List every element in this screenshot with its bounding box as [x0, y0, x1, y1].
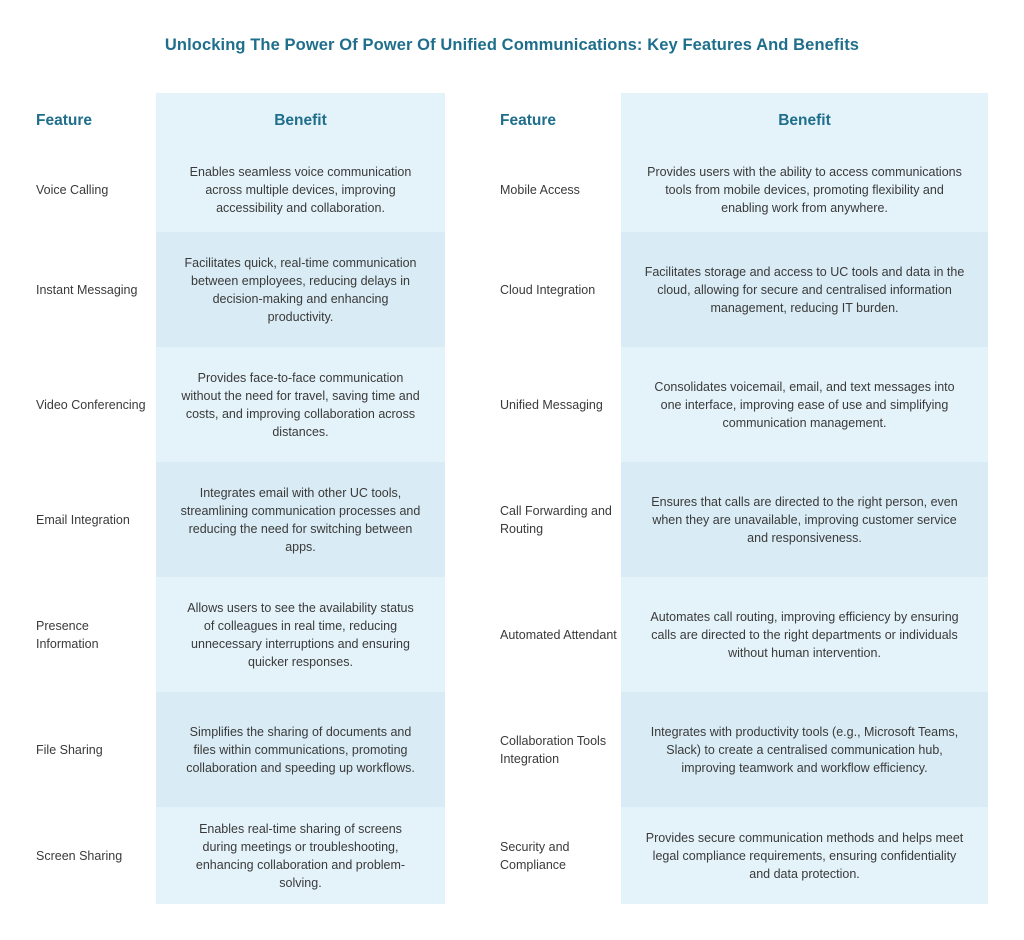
benefit-text: Provides users with the ability to access communications tools from mobile devices, promoting flexibility and enabling work from anywhere.: [647, 165, 962, 215]
benefit-cell: [156, 232, 445, 347]
benefit-cell: [621, 148, 988, 232]
table-row: [0, 807, 445, 904]
table-row: [464, 577, 988, 692]
table-row: [0, 577, 445, 692]
benefit-text: Integrates email with other UC tools, streamlining communication processes and reducing the need for switching between apps.: [180, 485, 421, 554]
benefit-text: Simplifies the sharing of documents and files within communications, promoting collaboration and speeding up workflows.: [186, 724, 415, 775]
benefit-cell: [621, 692, 988, 807]
feature-cell: Security and Compliance: [500, 839, 570, 872]
feature-cell: Voice Calling: [36, 183, 109, 197]
feature-cell: Collaboration Tools Integration: [500, 733, 607, 766]
feature-cell: Call Forwarding and Routing: [500, 503, 612, 536]
feature-column-header: Feature: [500, 111, 556, 129]
benefit-text: Facilitates storage and access to UC tools and data in the cloud, allowing for secure and centralised information management, reducing IT burden.: [644, 264, 965, 315]
table-row: [0, 347, 445, 462]
benefit-cell: [156, 462, 445, 577]
benefit-text: Provides face-to-face communication without the need for travel, saving time and costs, and improving collaboration across distances.: [181, 370, 420, 439]
benefit-cell: [156, 347, 445, 462]
benefit-text: Facilitates quick, real-time communication between employees, reducing delays in decision-making and enhancing productivity.: [184, 255, 417, 324]
table-row: [0, 148, 445, 232]
benefit-cell: [621, 347, 988, 462]
benefit-text: Provides secure communication methods and helps meet legal compliance requirements, ensuring confidentiality and data protection.: [645, 830, 964, 881]
benefit-cell: [156, 148, 445, 232]
feature-cell: Screen Sharing: [36, 848, 123, 863]
benefit-cell: [621, 462, 988, 577]
benefit-cell: [156, 692, 445, 807]
feature-cell: Video Conferencing: [36, 397, 146, 412]
benefit-text: Automates call routing, improving efficiency by ensuring calls are directed to the right departments or individuals without human intervention.: [650, 609, 959, 660]
feature-cell: File Sharing: [36, 742, 103, 757]
feature-cell: Unified Messaging: [500, 397, 603, 412]
feature-cell: Instant Messaging: [36, 282, 138, 297]
benefit-cell: [156, 807, 445, 904]
benefit-text: Integrates with productivity tools (e.g., Microsoft Teams, Slack) to create a centralised communication hub, improving teamwork and workflow efficiency.: [650, 724, 959, 775]
feature-cell: Mobile Access: [500, 183, 580, 197]
table-row: [0, 692, 445, 807]
benefit-cell: [156, 577, 445, 692]
feature-cell: Presence Information: [36, 618, 99, 651]
table-header-row: [464, 93, 988, 148]
table-row: [464, 347, 988, 462]
table-header-row: [0, 93, 445, 148]
benefit-text: Enables seamless voice communication across multiple devices, improving accessibility and collaboration.: [189, 165, 412, 215]
feature-cell: Automated Attendant: [500, 627, 617, 642]
table-row: [464, 232, 988, 347]
table-row: [464, 807, 988, 904]
table-row: [464, 692, 988, 807]
feature-cell: Cloud Integration: [500, 282, 596, 297]
feature-column-header: Feature: [36, 111, 92, 129]
benefit-text: Enables real-time sharing of screens during meetings or troubleshooting, enhancing collaboration and problem-solving.: [195, 821, 406, 890]
benefit-cell: [621, 577, 988, 692]
table-row: [0, 232, 445, 347]
benefit-text: Consolidates voicemail, email, and text messages into one interface, improving ease of use and simplifying communication management.: [654, 379, 955, 430]
benefit-column-header: Benefit: [274, 111, 327, 129]
table-row: [464, 148, 988, 232]
benefit-text: Ensures that calls are directed to the right person, even when they are unavailable, improving customer service and responsiveness.: [651, 494, 958, 545]
table-row: [0, 462, 445, 577]
benefit-column-header: Benefit: [778, 111, 831, 129]
benefit-cell: [621, 232, 988, 347]
feature-cell: Email Integration: [36, 512, 130, 527]
page-title: Unlocking The Power Of Power Of Unified Communications: Key Features And Benefits: [164, 36, 860, 54]
benefit-cell: [621, 807, 988, 904]
table-row: [464, 462, 988, 577]
benefit-text: Allows users to see the availability status of colleagues in real time, reducing unnecessary interruptions and ensuring quicker responses.: [187, 600, 414, 669]
